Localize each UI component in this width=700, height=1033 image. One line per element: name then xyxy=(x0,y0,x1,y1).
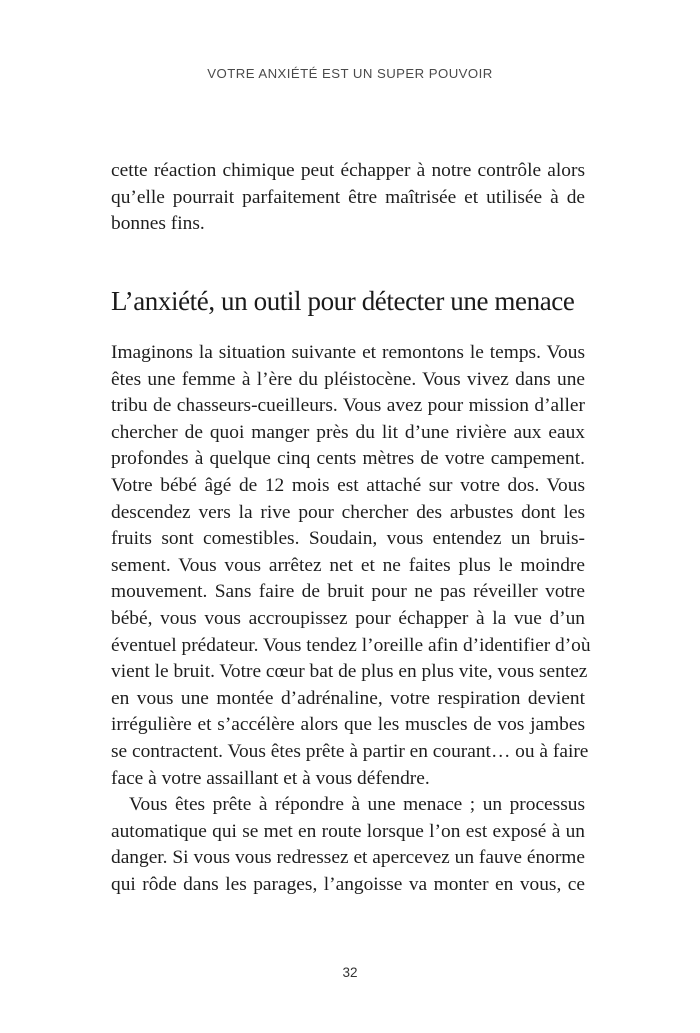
text-line: fruits sont comestibles. Soudain, vous entendez un bruis- xyxy=(111,528,585,550)
text-line: chercher de quoi manger près du lit d’une rivière aux eaux xyxy=(111,421,585,443)
text-line: en vous une montée d’adrénaline, votre respiration devient xyxy=(111,687,585,709)
text-line: Votre bébé âgé de 12 mois est attaché sur votre dos. Vous xyxy=(111,474,585,496)
text-line: irrégulière et s’accélère alors que les muscles de vos jambes xyxy=(111,714,585,736)
page-number: 32 xyxy=(342,965,358,980)
text-line: Imaginons la situation suivante et remontons le temps. Vous xyxy=(111,342,585,363)
text-line: danger. Si vous vous redressez et apercevez un fauve énorme xyxy=(111,847,585,869)
text-line: bébé, vous vous accroupissez pour échapper à la vue d’un xyxy=(111,607,585,629)
text-line: se contractent. Vous êtes prête à partir en courant… ou à faire xyxy=(111,740,589,762)
text-line: descendez vers la rive pour chercher des arbustes dont les xyxy=(111,501,585,523)
text-line: sement. Vous vous arrêtez net et ne faites plus le moindre xyxy=(111,554,585,576)
section-heading: L’anxiété, un outil pour détecter une menace xyxy=(111,286,575,316)
text-line: mouvement. Sans faire de bruit pour ne pas réveiller votre xyxy=(111,581,585,603)
text-line: qui rôde dans les parages, l’angoisse va monter en vous, ce xyxy=(111,873,585,895)
text-line: tribu de chasseurs-cueilleurs. Vous avez pour mission d’aller xyxy=(111,395,585,417)
text-line: Vous êtes prête à répondre à une menace ; un processus xyxy=(129,794,585,816)
text-line: vient le bruit. Votre cœur bat de plus en plus vite, vous sentez xyxy=(111,661,588,683)
running-head: VOTRE ANXIÉTÉ EST UN SUPER POUVOIR xyxy=(207,66,493,81)
text-line: automatique qui se met en route lorsque l’on est exposé à un xyxy=(111,820,585,842)
text-line: profondes à quelque cinq cents mètres de votre campement. xyxy=(111,448,585,470)
text-line: cette réaction chimique peut échapper à notre contrôle alors xyxy=(111,160,585,181)
text-line: bonnes fins. xyxy=(111,213,205,235)
text-line: êtes une femme à l’ère du pléistocène. Vous vivez dans une xyxy=(111,368,585,390)
text-line: qu’elle pourrait parfaitement être maîtrisée et utilisée à de xyxy=(111,186,585,208)
text-line: éventuel prédateur. Vous tendez l’oreille afin d’identifier d’où xyxy=(111,634,591,656)
body-text xyxy=(111,340,591,898)
intro-paragraph xyxy=(111,158,585,238)
text-line: face à votre assaillant et à vous défendre. xyxy=(111,767,430,789)
